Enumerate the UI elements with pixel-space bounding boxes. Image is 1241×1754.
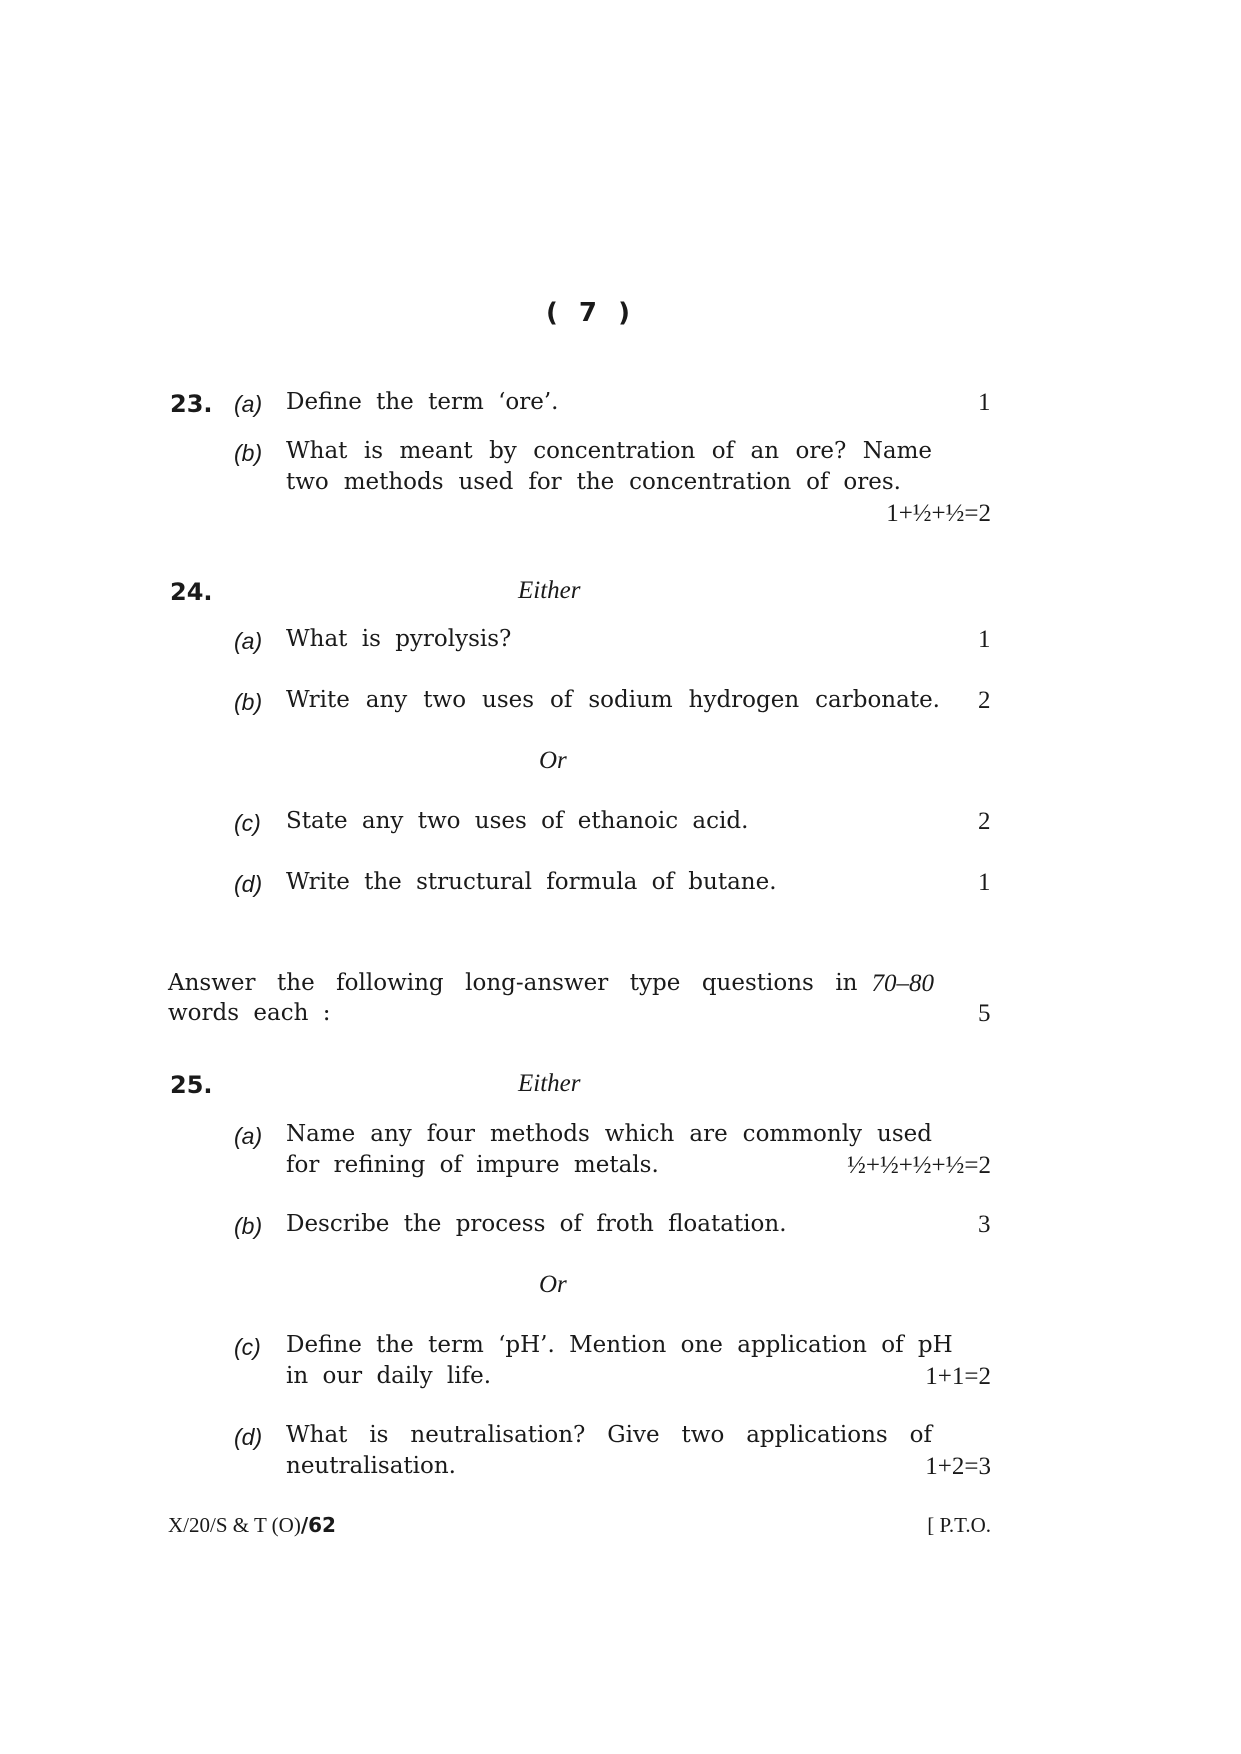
q25-part-d-label: (d) — [234, 1424, 263, 1450]
q25-part-b-label: (b) — [234, 1213, 263, 1239]
q25-part-d-line2: neutralisation. — [286, 1453, 456, 1479]
instruction-word-range: 70–80 — [871, 970, 934, 997]
q24-part-d-marks: 1 — [978, 869, 991, 896]
question-number-24: 24. — [170, 578, 213, 606]
q23-part-b-line2: two methods used for the concentration of ores. — [286, 469, 901, 495]
question-number-25: 25. — [170, 1071, 213, 1099]
q25-part-a-marks: ½+½+½+½=2 — [847, 1152, 991, 1179]
question-number-23: 23. — [170, 390, 213, 418]
paper-code-prefix: X/20/S & T (O) — [168, 1513, 301, 1537]
q25-part-c-line1: Define the term ‘pH’. Mention one application of pH — [286, 1332, 953, 1358]
instruction-line1 — [168, 970, 934, 998]
q25-part-a-label: (a) — [234, 1123, 263, 1149]
q25-part-c-label: (c) — [234, 1334, 261, 1360]
q24-part-c-text: State any two uses of ethanoic acid. — [286, 808, 749, 834]
q24-part-a-label: (a) — [234, 628, 263, 654]
q24-part-b-text: Write any two uses of sodium hydrogen carbonate. — [286, 687, 940, 713]
q24-part-d-label: (d) — [234, 871, 263, 897]
q24-part-b-label: (b) — [234, 689, 263, 715]
q25-part-c-marks: 1+1=2 — [925, 1363, 991, 1390]
q24-part-c-label: (c) — [234, 810, 261, 836]
q24-part-a-marks: 1 — [978, 626, 991, 653]
q24-or: Or — [539, 747, 567, 774]
pto-note: [ P.T.O. — [927, 1513, 991, 1537]
q25-part-b-marks: 3 — [978, 1211, 991, 1238]
instruction-text: Answer the following long-answer type questions in — [168, 970, 858, 996]
page-number: ( 7 ) — [546, 298, 636, 328]
instruction-marks: 5 — [978, 1000, 991, 1027]
q25-either: Either — [518, 1070, 581, 1097]
q23-part-a-marks: 1 — [978, 389, 991, 416]
q23-part-a-label: (a) — [234, 391, 263, 417]
q24-part-b-marks: 2 — [978, 687, 991, 714]
paper-code — [168, 1513, 336, 1538]
q25-or: Or — [539, 1271, 567, 1298]
instruction-line2: words each : — [168, 1000, 331, 1026]
q25-part-a-line1: Name any four methods which are commonly used — [286, 1121, 932, 1147]
q24-part-a-text: What is pyrolysis? — [286, 626, 512, 652]
paper-code-suffix: /62 — [300, 1513, 336, 1537]
q24-part-c-marks: 2 — [978, 808, 991, 835]
q25-part-c-line2: in our daily life. — [286, 1363, 492, 1389]
q23-part-a-text: Define the term ‘ore’. — [286, 389, 559, 415]
q25-part-d-marks: 1+2=3 — [925, 1453, 991, 1480]
q25-part-a-line2: for refining of impure metals. — [286, 1152, 659, 1178]
q24-part-d-text: Write the structural formula of butane. — [286, 869, 777, 895]
q25-part-d-line1: What is neutralisation? Give two applications of — [286, 1422, 932, 1448]
q23-part-b-line1: What is meant by concentration of an ore? Name — [286, 438, 932, 464]
q23-part-b-label: (b) — [234, 440, 263, 466]
q23-part-b-marks: 1+½+½=2 — [886, 500, 991, 527]
q25-part-b-text: Describe the process of froth floatation. — [286, 1211, 787, 1237]
q24-either: Either — [518, 577, 581, 604]
